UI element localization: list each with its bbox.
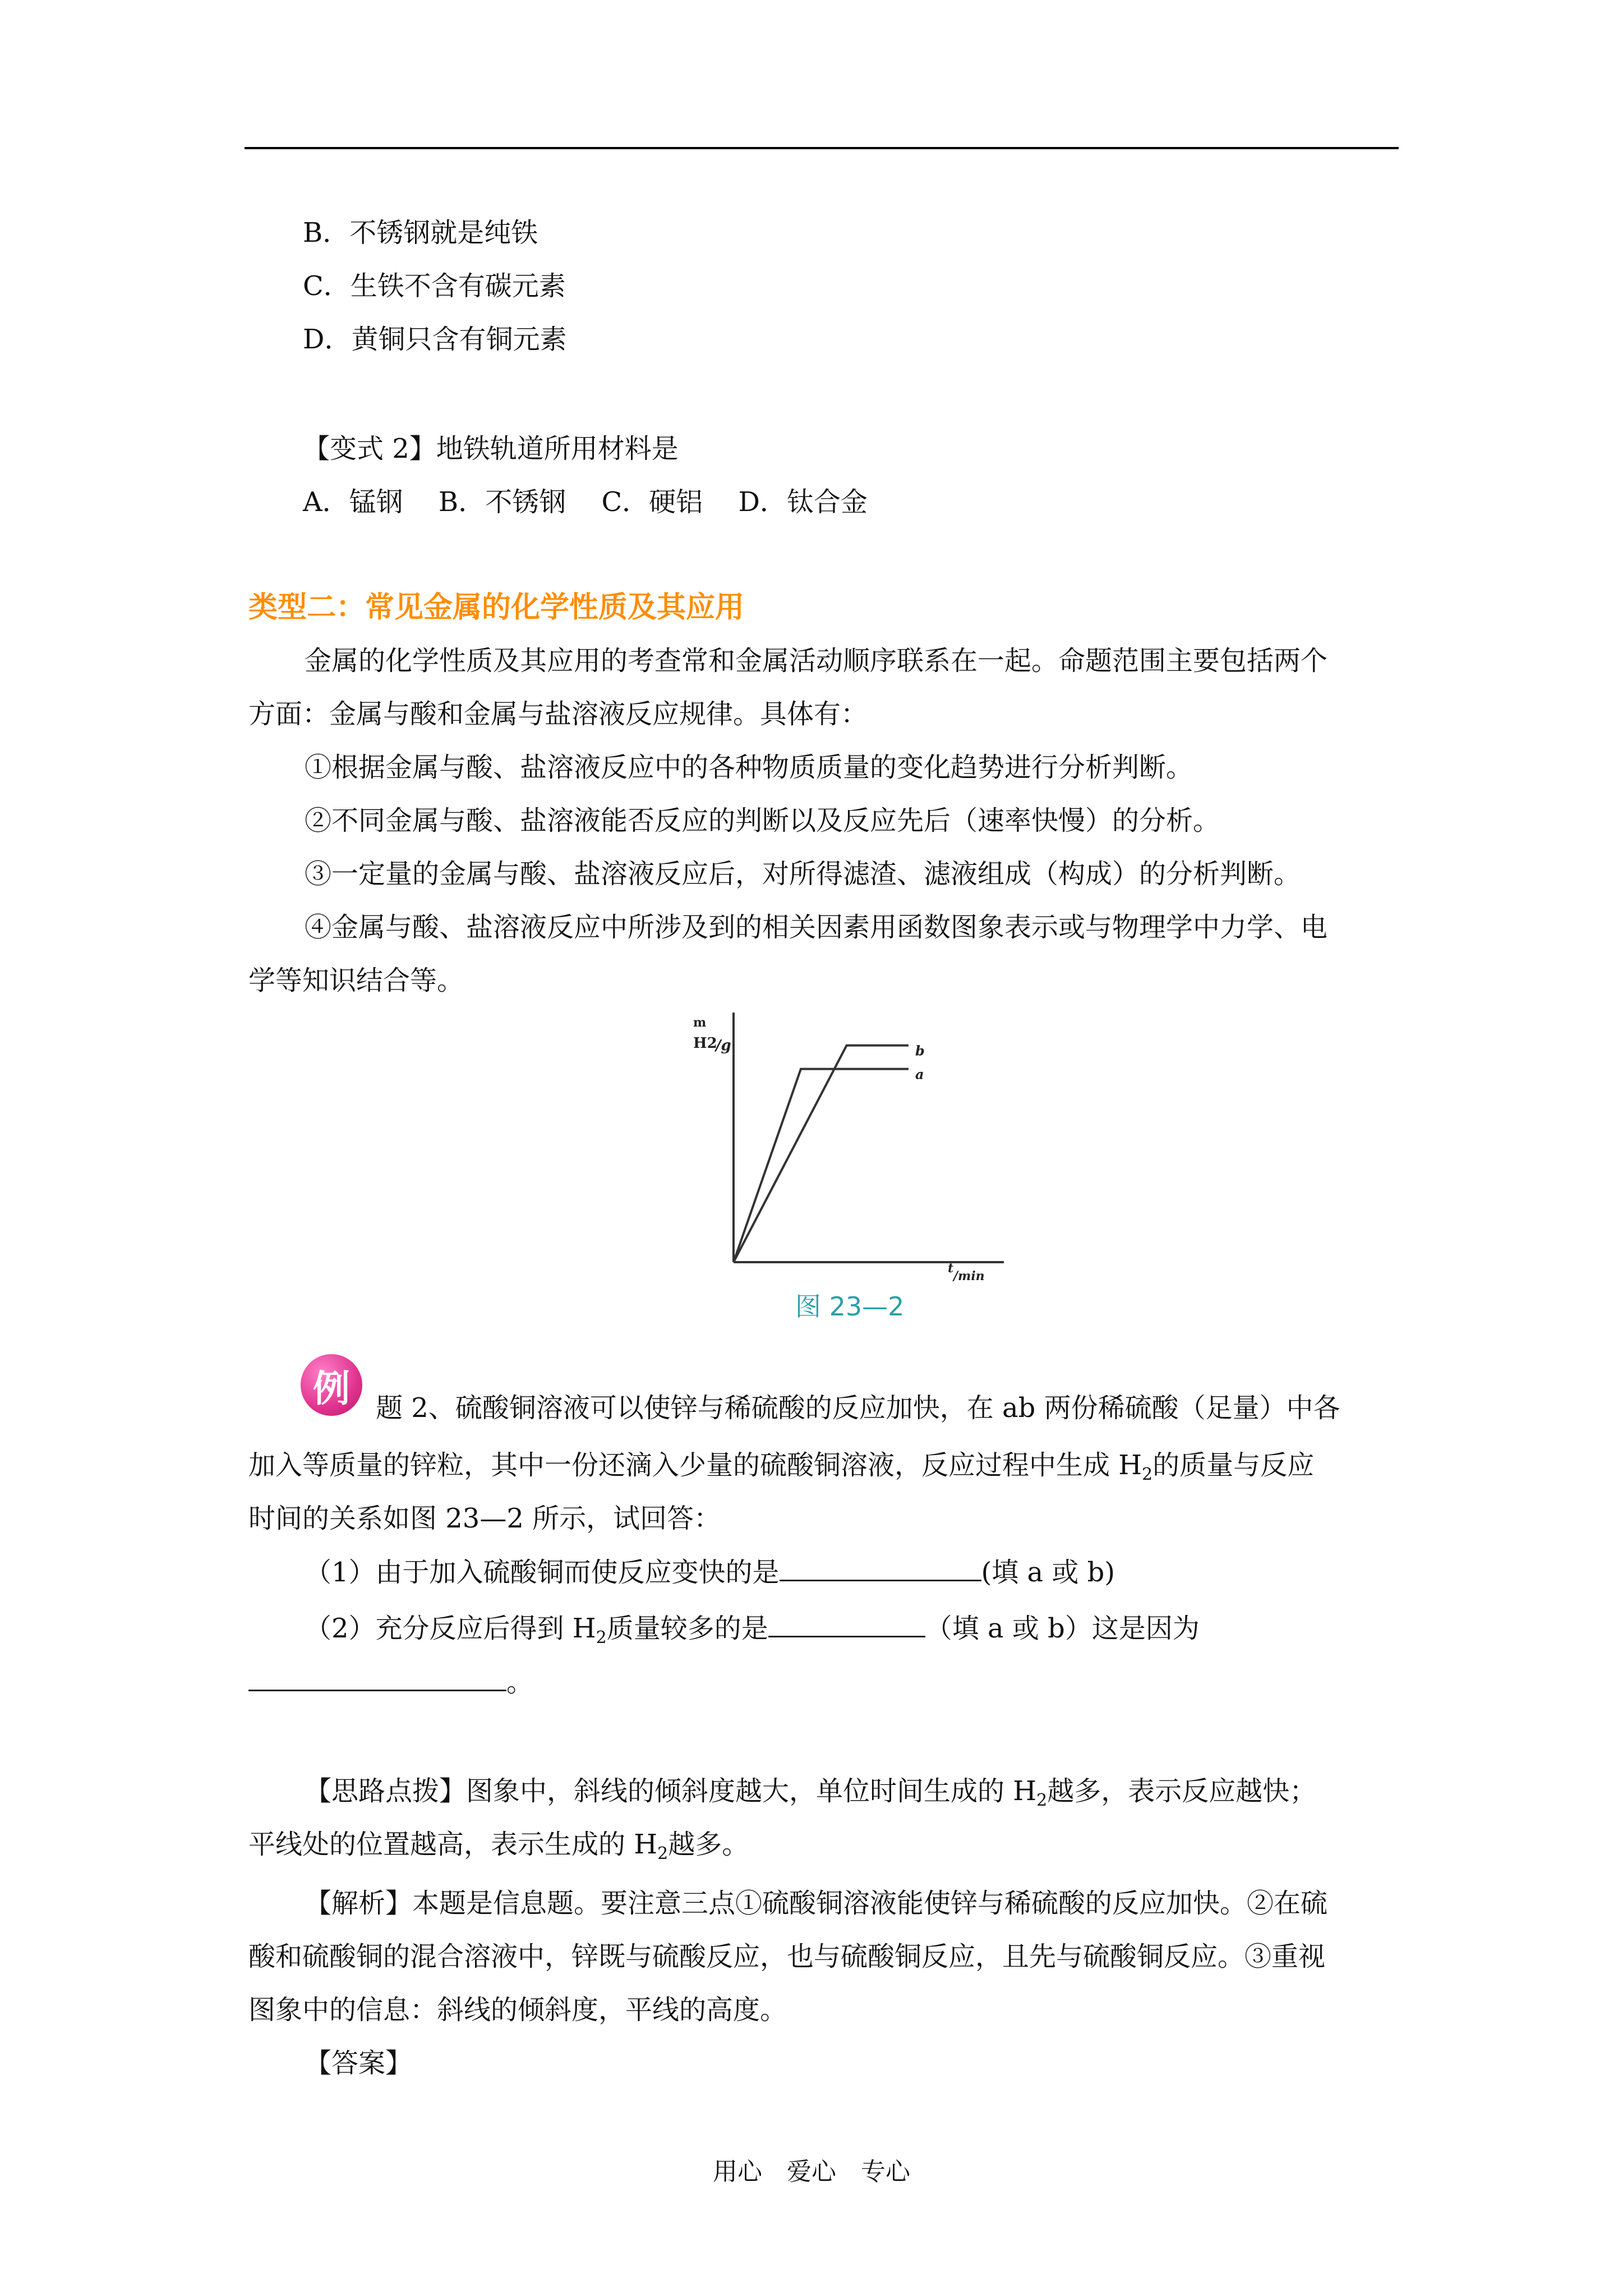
- question-2: （2）充分反应后得到 $H_2$质量较多的是 （填 a 或 b）这是因为: [305, 1611, 1200, 1655]
- option-c: C．生铁不含有碳元素: [303, 270, 566, 302]
- hint-line-1: 【思路点拨】图象中，斜线的倾斜度越大，单位时间生成的 $H_2$越多，表示反应越快；: [305, 1775, 1317, 1810]
- figure-caption: 图 23—2: [795, 1291, 905, 1322]
- variant2-options: A．锰钢 B．不锈钢 C．硬铝 D．钛合金: [303, 486, 868, 518]
- x-label-t: t: [948, 1261, 954, 1276]
- answer-blank-2[interactable]: [768, 1611, 925, 1637]
- point-4-line-1: ④金属与酸、盐溶液反应中所涉及到的相关因素用函数图象表示或与物理学中力学、电: [305, 912, 1328, 943]
- curve-b-line: [734, 1046, 909, 1262]
- example-badge-icon: [301, 1354, 362, 1416]
- y-label-unit: /g: [716, 1037, 731, 1054]
- option-b: B．不锈钢就是纯铁: [303, 217, 538, 249]
- header-rule: [245, 147, 1399, 149]
- page-footer: 用心 爱心 专心: [713, 2157, 910, 2186]
- section-title: 类型二：常见金属的化学性质及其应用: [248, 591, 745, 624]
- answer-blank-3[interactable]: [248, 1665, 506, 1691]
- question-1: （1）由于加入硫酸铜而使反应变快的是 (填 a 或 b): [305, 1555, 1115, 1589]
- intro-line-1: 金属的化学性质及其应用的考查常和金属活动顺序联系在一起。命题范围主要包括两个: [305, 645, 1328, 677]
- example-badge-text: 例: [313, 1367, 350, 1410]
- analysis-line-3: 图象中的信息：斜线的倾斜度，平线的高度。: [248, 1994, 787, 2026]
- option-d: D．黄铜只含有铜元素: [303, 324, 567, 355]
- question-2-continued: 。: [248, 1665, 533, 1699]
- answer-blank-1[interactable]: [780, 1555, 981, 1581]
- example-line-3: 时间的关系如图 23—2 所示，试回答：: [248, 1503, 721, 1534]
- y-label-h2: H2: [693, 1035, 717, 1052]
- analysis-line-1: 【解析】本题是信息题。要注意三点①硫酸铜溶液能使锌与稀硫酸的反应加快。②在硫: [305, 1888, 1328, 1919]
- hint-line-2: 平线处的位置越高，表示生成的 $H_2$越多。: [248, 1829, 749, 1864]
- intro-line-2: 方面：金属与酸和金属与盐溶液反应规律。具体有：: [248, 698, 868, 730]
- x-label-unit: /min: [953, 1269, 985, 1283]
- point-1: ①根据金属与酸、盐溶液反应中的各种物质质量的变化趋势进行分析判断。: [305, 752, 1193, 783]
- point-4-line-2: 学等知识结合等。: [248, 965, 464, 996]
- answer-label: 【答案】: [305, 2047, 413, 2079]
- point-3: ③一定量的金属与酸、盐溶液反应后，对所得滤渣、滤液组成（构成）的分析判断。: [305, 858, 1301, 890]
- analysis-line-2: 酸和硫酸铜的混合溶液中，锌既与硫酸反应，也与硫酸铜反应，且先与硫酸铜反应。③重视: [248, 1941, 1326, 1972]
- y-label-m: m: [693, 1015, 707, 1030]
- point-2: ②不同金属与酸、盐溶液能否反应的判断以及反应先后（速率快慢）的分析。: [305, 805, 1220, 836]
- curve-b-label: b: [915, 1042, 925, 1059]
- variant2-stem: 【变式 2】地铁轨道所用材料是: [303, 433, 679, 464]
- example-line-1: 题 2、硫酸铜溶液可以使锌与稀硫酸的反应加快，在 ab 两份稀硫酸（足量）中各: [376, 1392, 1340, 1424]
- example-line-2: 加入等质量的锌粒，其中一份还滴入少量的硫酸铜溶液，反应过程中生成 $H_2$的质量与反应: [248, 1450, 1315, 1484]
- curve-a-line: [734, 1069, 909, 1262]
- reaction-graph: [673, 1004, 1009, 1329]
- curve-a-label: a: [915, 1066, 924, 1083]
